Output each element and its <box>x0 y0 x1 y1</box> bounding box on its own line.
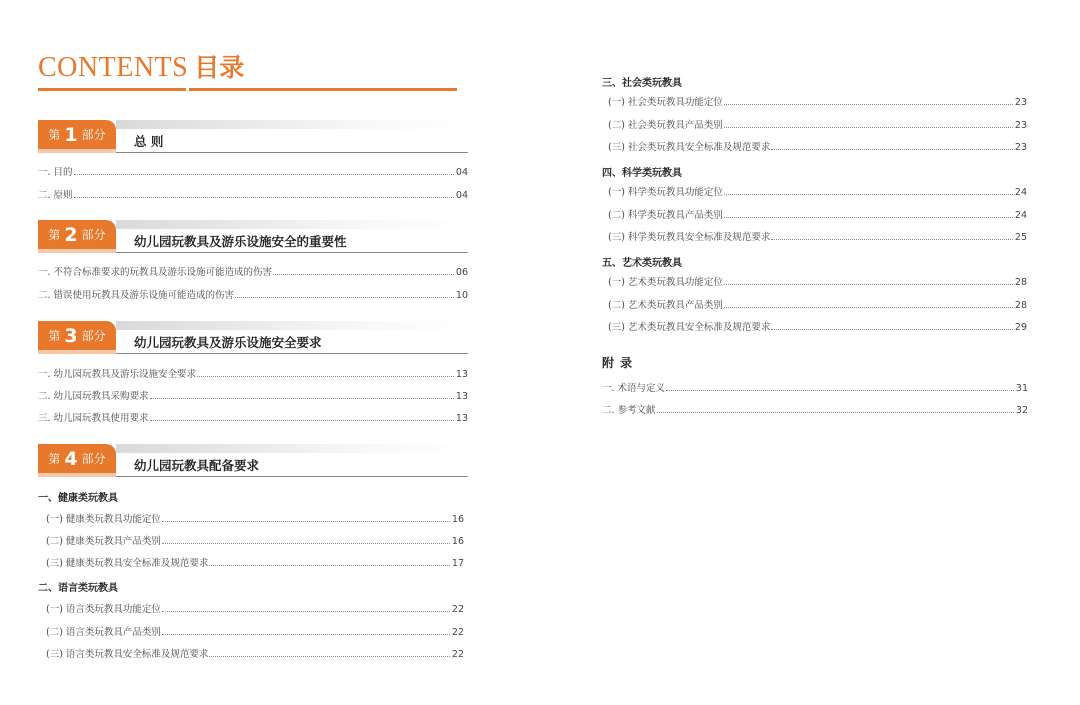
part-title: 幼儿园玩教具及游乐设施安全的重要性 <box>134 234 347 249</box>
toc-entry[interactable]: (一) 社会类玩教具功能定位 23 <box>608 97 1027 108</box>
group-heading: 三、社会类玩教具 <box>602 78 682 89</box>
toc-entry[interactable]: 三. 幼儿园玩教具使用要求 13 <box>38 413 468 424</box>
toc-entry[interactable]: (一) 科学类玩教具功能定位 24 <box>608 187 1027 198</box>
part-title: 总 则 <box>134 134 164 149</box>
part-tab: 第 4 部分 <box>38 444 116 473</box>
title-english: CONTENTS <box>38 52 189 83</box>
toc-entry[interactable]: (三) 语言类玩教具安全标准及规范要求 22 <box>46 649 464 660</box>
appendix-heading: 附 录 <box>602 356 634 370</box>
part-tab: 第 3 部分 <box>38 321 116 350</box>
toc-entry[interactable]: (一) 健康类玩教具功能定位 16 <box>46 514 464 525</box>
toc-entry[interactable]: (二) 语言类玩教具产品类别 22 <box>46 627 464 638</box>
toc-entry[interactable]: (二) 社会类玩教具产品类别 23 <box>608 120 1027 131</box>
toc-entry[interactable]: 二. 错误使用玩教具及游乐设施可能造成的伤害 10 <box>38 290 468 301</box>
part-2-header[interactable] <box>38 220 468 256</box>
toc-entry[interactable]: (二) 健康类玩教具产品类别 16 <box>46 536 464 547</box>
toc-entry[interactable]: (三) 艺术类玩教具安全标准及规范要求 29 <box>608 322 1027 333</box>
toc-entry[interactable]: 二. 参考文献 32 <box>602 405 1028 416</box>
part-tab: 第 2 部分 <box>38 220 116 249</box>
toc-entry[interactable]: 一. 不符合标准要求的玩教具及游乐设施可能造成的伤害 06 <box>38 267 468 278</box>
title-underline-left <box>38 88 186 91</box>
toc-entry[interactable]: (一) 艺术类玩教具功能定位 28 <box>608 277 1027 288</box>
toc-entry[interactable]: 一. 幼儿园玩教具及游乐设施安全要求 13 <box>38 369 468 380</box>
page-title <box>38 48 244 84</box>
part-title: 幼儿园玩教具及游乐设施安全要求 <box>134 335 322 350</box>
group-heading: 五、艺术类玩教具 <box>602 258 682 269</box>
part-3-header[interactable] <box>38 321 468 357</box>
toc-entry[interactable]: 二. 原则 04 <box>38 190 468 201</box>
toc-entry[interactable]: 一. 术语与定义 31 <box>602 383 1028 394</box>
toc-entry[interactable]: (三) 社会类玩教具安全标准及规范要求 23 <box>608 142 1027 153</box>
toc-entry[interactable]: (三) 科学类玩教具安全标准及规范要求 25 <box>608 232 1027 243</box>
toc-entry[interactable]: (二) 科学类玩教具产品类别 24 <box>608 210 1027 221</box>
toc-entry[interactable]: (一) 语言类玩教具功能定位 22 <box>46 604 464 615</box>
part-4-header[interactable] <box>38 444 468 480</box>
toc-entry[interactable]: (三) 健康类玩教具安全标准及规范要求 17 <box>46 558 464 569</box>
toc-entry[interactable]: 一. 目的 04 <box>38 167 468 178</box>
group-heading: 四、科学类玩教具 <box>602 168 682 179</box>
toc-entry[interactable]: (二) 艺术类玩教具产品类别 28 <box>608 300 1027 311</box>
group-heading: 一、健康类玩教具 <box>38 493 118 504</box>
part-1-header[interactable] <box>38 120 468 156</box>
title-chinese: 目录 <box>194 53 245 82</box>
toc-entry[interactable]: 二. 幼儿园玩教具采购要求 13 <box>38 391 468 402</box>
part-tab: 第 1 部分 <box>38 120 116 149</box>
title-underline-right <box>189 88 457 91</box>
group-heading: 二、语言类玩教具 <box>38 583 118 594</box>
part-title: 幼儿园玩教具配备要求 <box>134 458 260 473</box>
